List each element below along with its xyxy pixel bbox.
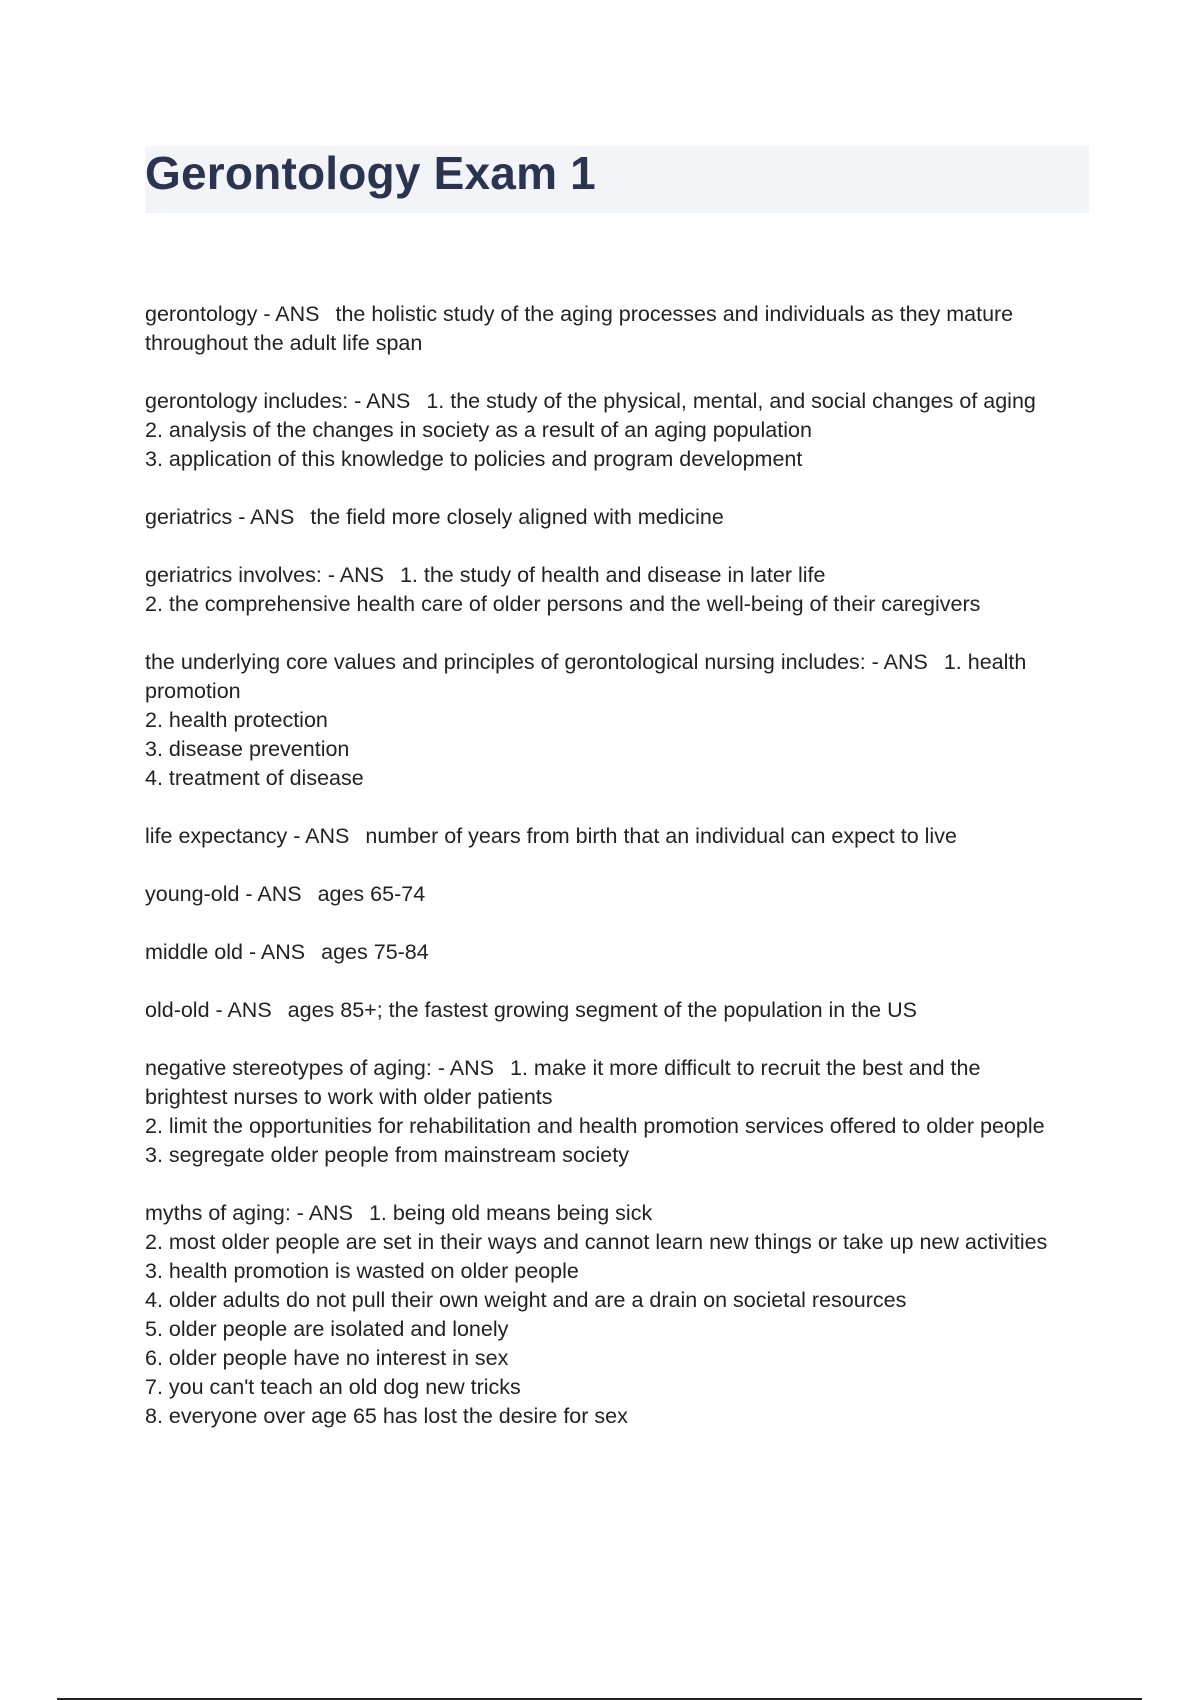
flashcard-entry (145, 938, 1095, 967)
entry-definition-line: 1. health (943, 650, 1027, 674)
flashcard-entry (145, 996, 1095, 1025)
entry-definition-line: 4. older adults do not pull their own weight and are a drain on societal resources (145, 1288, 907, 1312)
entry-definition-line: 7. you can't teach an old dog new tricks (145, 1375, 521, 1399)
flashcard-entry (145, 503, 1095, 532)
entry-term: myths of aging: - ANS (145, 1201, 353, 1225)
flashcard-entry (145, 561, 1095, 619)
entry-definition-line: promotion (145, 679, 241, 703)
entry-term: middle old - ANS (145, 940, 306, 964)
entry-definition-line: throughout the adult life span (145, 331, 423, 355)
entry-first-line (145, 503, 1095, 532)
entry-definition-line: the holistic study of the aging processes and individuals as they mature (335, 302, 1014, 326)
entry-definition-line: 3. segregate older people from mainstream society (145, 1143, 629, 1167)
entry-first-line (145, 996, 1095, 1025)
entry-definition-line: 5. older people are isolated and lonely (145, 1317, 509, 1341)
entry-definition-line: ages 75-84 (321, 940, 429, 964)
entry-definition-line: 2. health protection (145, 708, 328, 732)
flashcard-entry (145, 880, 1095, 909)
flashcard-entry (145, 648, 1095, 793)
entry-term: geriatrics involves: - ANS (145, 563, 384, 587)
entry-definition-line: 1. make it more difficult to recruit the best and the (510, 1056, 981, 1080)
entry-definition-line: 2. the comprehensive health care of older persons and the well-being of their caregivers (145, 592, 981, 616)
entry-definition-line: ages 65-74 (317, 882, 426, 906)
entry-first-line (145, 300, 1095, 329)
entry-first-line (145, 648, 1095, 677)
entry-first-line (145, 880, 1095, 909)
entry-definition-line: 1. the study of the physical, mental, and social changes of aging (426, 389, 1036, 413)
entry-definition-line: the field more closely aligned with medicine (310, 505, 724, 529)
flashcard-entry (145, 387, 1095, 474)
entry-term: gerontology includes: - ANS (145, 389, 411, 413)
entry-definition-line: 8. everyone over age 65 has lost the desire for sex (145, 1404, 628, 1428)
flashcard-entry (145, 1199, 1095, 1431)
entry-first-line (145, 1199, 1095, 1228)
entry-first-line (145, 1054, 1095, 1083)
entry-term: gerontology - ANS (145, 302, 320, 326)
entry-definition-line: number of years from birth that an individual can expect to live (365, 824, 957, 848)
flashcard-list (145, 300, 1095, 1460)
entry-term: geriatrics - ANS (145, 505, 295, 529)
flashcard-entry (145, 1054, 1095, 1170)
entry-definition-line: 3. disease prevention (145, 737, 350, 761)
page-title: Gerontology Exam 1 (145, 147, 596, 199)
entry-definition-line: 1. being old means being sick (368, 1201, 653, 1225)
entry-definition-line: 2. most older people are set in their ways and cannot learn new things or take up new activities (145, 1230, 1048, 1254)
entry-definition-line: brightest nurses to work with older patients (145, 1085, 553, 1109)
entry-definition-line: ages 85+; the fastest growing segment of the population in the US (287, 998, 917, 1022)
entry-term: old-old - ANS (145, 998, 272, 1022)
entry-definition-line: 2. limit the opportunities for rehabilitation and health promotion services offered to older people (145, 1114, 1045, 1138)
entry-definition-line: 6. older people have no interest in sex (145, 1346, 509, 1370)
entry-first-line (145, 561, 1095, 590)
entry-term: young-old - ANS (145, 882, 302, 906)
entry-definition-line: 2. analysis of the changes in society as a result of an aging population (145, 418, 812, 442)
entry-first-line (145, 822, 1095, 851)
entry-term: life expectancy - ANS (145, 824, 350, 848)
entry-term: the underlying core values and principles of gerontological nursing includes: - ANS (145, 650, 928, 674)
flashcard-entry (145, 822, 1095, 851)
entry-term: negative stereotypes of aging: - ANS (145, 1056, 494, 1080)
entry-definition-line: 4. treatment of disease (145, 766, 364, 790)
entry-first-line (145, 387, 1095, 416)
entry-first-line (145, 938, 1095, 967)
entry-definition-line: 1. the study of health and disease in later life (399, 563, 826, 587)
entry-definition-line: 3. health promotion is wasted on older people (145, 1259, 579, 1283)
entry-definition-line: 3. application of this knowledge to policies and program development (145, 447, 803, 471)
flashcard-entry (145, 300, 1095, 358)
